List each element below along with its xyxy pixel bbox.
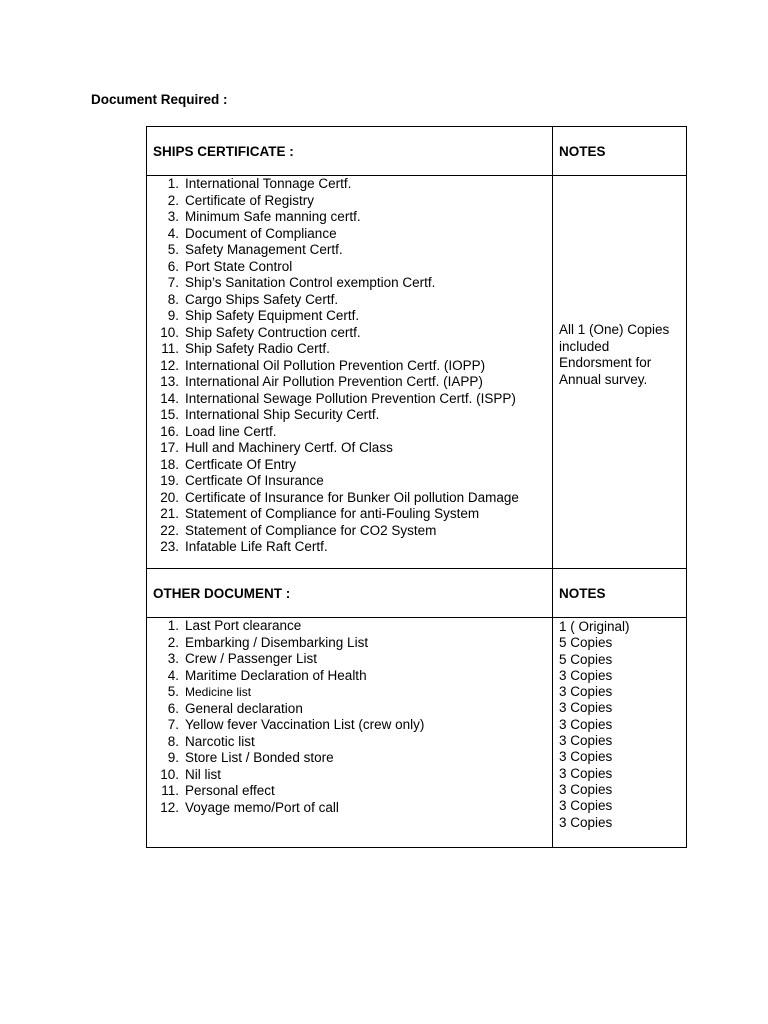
ship-certificate-item-number: 16. bbox=[160, 423, 179, 439]
ships-certificate-list bbox=[153, 176, 546, 556]
ships-certificate-cell bbox=[147, 176, 553, 569]
other-document-item bbox=[153, 717, 546, 734]
ship-certificate-item-text: Ship Safety Equipment Certf. bbox=[185, 308, 360, 323]
other-document-item-number: 1. bbox=[167, 618, 179, 633]
ship-certificate-item bbox=[153, 424, 546, 441]
ship-certificate-item bbox=[153, 539, 546, 556]
ship-certificate-item bbox=[153, 358, 546, 375]
ship-certificate-item bbox=[153, 523, 546, 540]
ship-certificate-item-text: Minimum Safe manning certf. bbox=[185, 209, 361, 224]
other-document-item-number: 11. bbox=[161, 783, 179, 798]
ship-certificate-item bbox=[153, 407, 546, 424]
ship-certificate-item bbox=[153, 391, 546, 408]
copies-note: 1 ( Original) bbox=[559, 619, 630, 634]
other-document-item-text: General declaration bbox=[185, 700, 303, 716]
ship-certificate-item bbox=[153, 374, 546, 391]
ship-certificate-item bbox=[153, 506, 546, 523]
ship-certificate-item bbox=[153, 490, 546, 507]
ship-certificate-item-number: 11. bbox=[161, 341, 179, 356]
ship-certificate-item-number: 12. bbox=[160, 357, 179, 373]
ship-certificate-item-number: 7. bbox=[167, 275, 179, 290]
ship-certificate-item-text: Certficate Of Insurance bbox=[185, 473, 324, 488]
ship-certificate-item bbox=[153, 275, 546, 292]
ship-certificate-item-text: Statement of Compliance for anti-Fouling System bbox=[185, 506, 480, 521]
ship-certificate-item-text: Safety Management Certf. bbox=[185, 242, 343, 257]
other-document-item-text: Store List / Bonded store bbox=[185, 750, 334, 765]
other-document-item bbox=[153, 618, 546, 635]
ship-certificate-item bbox=[153, 292, 546, 309]
other-document-item-text: Narcotic list bbox=[185, 733, 255, 749]
other-document-item-number: 7. bbox=[167, 717, 179, 732]
copies-note: 3 Copies bbox=[559, 765, 613, 781]
other-document-item-text: Personal effect bbox=[185, 783, 275, 798]
other-document-item-number: 9. bbox=[167, 750, 179, 765]
ship-certificate-item-number: 8. bbox=[167, 291, 179, 307]
other-document-item-text: Voyage memo/Port of call bbox=[185, 799, 339, 815]
other-document-item-number: 10. bbox=[160, 766, 179, 782]
ship-certificate-item bbox=[153, 259, 546, 276]
ship-certificate-item-text: Certificate of Insurance for Bunker Oil pollution Damage bbox=[185, 489, 519, 505]
copies-note: 3 Copies bbox=[559, 814, 613, 830]
other-document-item-number: 4. bbox=[167, 667, 179, 683]
copies-note: 5 Copies bbox=[559, 635, 613, 651]
other-document-list bbox=[153, 618, 546, 816]
ships-notes-heading: NOTES bbox=[553, 127, 687, 176]
other-document-item-text: Maritime Declaration of Health bbox=[185, 667, 367, 683]
ship-certificate-item-text: International Tonnage Certf. bbox=[185, 176, 352, 191]
other-document-item-number: 6. bbox=[167, 700, 179, 716]
other-document-item-text: Last Port clearance bbox=[185, 618, 302, 633]
ship-certificate-item-text: International Sewage Pollution Prevention Certf. (ISPP) bbox=[185, 390, 516, 406]
ship-certificate-item-number: 18. bbox=[160, 456, 179, 472]
ship-certificate-item-text: International Oil Pollution Prevention Certf. (IOPP) bbox=[185, 357, 486, 373]
ship-certificate-item-text: Ship Safety Radio Certf. bbox=[185, 341, 330, 356]
page-title: Document Required : bbox=[91, 92, 228, 107]
ships-header-row bbox=[147, 127, 687, 176]
copies-note: 3 Copies bbox=[559, 716, 613, 732]
ship-certificate-item-text: Certficate Of Entry bbox=[185, 456, 297, 472]
ship-certificate-item-number: 6. bbox=[167, 258, 179, 274]
copies-note: 3 Copies bbox=[559, 798, 613, 814]
copies-note: 3 Copies bbox=[559, 733, 613, 749]
other-document-item bbox=[153, 668, 546, 685]
other-document-item bbox=[153, 651, 546, 668]
ship-certificate-item-number: 19. bbox=[160, 473, 179, 488]
ship-certificate-item bbox=[153, 457, 546, 474]
other-document-item-number: 8. bbox=[167, 733, 179, 749]
ship-certificate-item-number: 21. bbox=[160, 506, 179, 521]
ships-body-row bbox=[147, 176, 687, 569]
other-document-item bbox=[153, 684, 546, 701]
ship-certificate-item bbox=[153, 308, 546, 325]
copies-note: 3 Copies bbox=[559, 781, 613, 797]
ship-certificate-item-text: Port State Control bbox=[185, 258, 293, 274]
ship-certificate-item bbox=[153, 242, 546, 259]
copies-note: 3 Copies bbox=[559, 700, 613, 716]
copies-note: 5 Copies bbox=[559, 651, 613, 667]
other-document-item bbox=[153, 800, 546, 817]
other-document-cell bbox=[147, 618, 553, 848]
ship-certificate-item bbox=[153, 176, 546, 193]
ship-certificate-item-number: 5. bbox=[167, 242, 179, 257]
copies-note: 3 Copies bbox=[559, 684, 613, 700]
ship-certificate-item-text: Certificate of Registry bbox=[185, 192, 315, 208]
ship-certificate-item bbox=[153, 226, 546, 243]
other-body-row bbox=[147, 618, 687, 848]
other-document-heading: OTHER DOCUMENT : bbox=[147, 569, 553, 618]
ship-certificate-item-text: International Ship Security Certf. bbox=[185, 407, 380, 422]
ship-certificate-item-number: 15. bbox=[160, 407, 179, 422]
ship-certificate-item bbox=[153, 440, 546, 457]
ship-certificate-item bbox=[153, 341, 546, 358]
ship-certificate-item bbox=[153, 209, 546, 226]
ship-certificate-item-text: Cargo Ships Safety Certf. bbox=[185, 291, 339, 307]
ship-certificate-item bbox=[153, 473, 546, 490]
ship-certificate-item bbox=[153, 193, 546, 210]
ship-certificate-item-text: Statement of Compliance for CO2 System bbox=[185, 522, 437, 538]
other-document-item bbox=[153, 767, 546, 784]
ship-certificate-item-text: Infatable Life Raft Certf. bbox=[185, 539, 328, 554]
ship-certificate-item bbox=[153, 325, 546, 342]
other-document-item-text: Medicine list bbox=[185, 685, 252, 699]
ship-certificate-item-number: 14. bbox=[160, 390, 179, 406]
ship-certificate-item-number: 3. bbox=[167, 209, 179, 224]
other-document-item-text: Yellow fever Vaccination List (crew only) bbox=[185, 717, 425, 732]
other-document-item-number: 2. bbox=[167, 634, 179, 650]
ship-certificate-item-text: Document of Compliance bbox=[185, 225, 337, 241]
ship-certificate-item-number: 2. bbox=[167, 192, 179, 208]
other-document-item-text: Embarking / Disembarking List bbox=[185, 634, 369, 650]
ship-certificate-item-text: Ship Safety Contruction certf. bbox=[185, 324, 361, 340]
ship-certificate-item-number: 10. bbox=[160, 324, 179, 340]
copies-note: 3 Copies bbox=[559, 667, 613, 683]
other-notes-heading: NOTES bbox=[553, 569, 687, 618]
other-document-item bbox=[153, 750, 546, 767]
ship-certificate-item-text: Hull and Machinery Certf. Of Class bbox=[185, 440, 393, 455]
other-document-item bbox=[153, 635, 546, 652]
other-document-item-text: Nil list bbox=[185, 766, 221, 782]
ship-certificate-item-number: 1. bbox=[167, 176, 179, 191]
ships-certificate-heading: SHIPS CERTIFICATE : bbox=[147, 127, 553, 176]
other-document-item-text: Crew / Passenger List bbox=[185, 651, 318, 666]
ships-notes-text: All 1 (One) Copies included Endorsment for Annual survey. bbox=[559, 322, 670, 387]
ship-certificate-item-number: 9. bbox=[167, 308, 179, 323]
other-document-item bbox=[153, 701, 546, 718]
other-header-row bbox=[147, 569, 687, 618]
other-document-item-number: 5. bbox=[167, 684, 179, 699]
other-document-item-number: 3. bbox=[167, 651, 179, 666]
documents-table bbox=[146, 126, 687, 848]
ship-certificate-item-number: 17. bbox=[160, 440, 179, 455]
ship-certificate-item-number: 22. bbox=[160, 522, 179, 538]
ship-certificate-item-number: 4. bbox=[167, 225, 179, 241]
other-document-item-number: 12. bbox=[160, 799, 179, 815]
other-document-item bbox=[153, 734, 546, 751]
copies-list bbox=[559, 618, 680, 831]
ship-certificate-item-text: International Air Pollution Prevention Certf. (IAPP) bbox=[185, 374, 483, 389]
ship-certificate-item-text: Ship’s Sanitation Control exemption Certf. bbox=[185, 275, 436, 290]
ship-certificate-item-number: 20. bbox=[160, 489, 179, 505]
other-document-item bbox=[153, 783, 546, 800]
copies-note: 3 Copies bbox=[559, 749, 613, 765]
ship-certificate-item-number: 23. bbox=[160, 539, 179, 554]
ship-certificate-item-text: Load line Certf. bbox=[185, 423, 277, 439]
ships-notes-cell bbox=[553, 176, 687, 569]
ship-certificate-item-number: 13. bbox=[160, 374, 179, 389]
other-notes-cell bbox=[553, 618, 687, 848]
